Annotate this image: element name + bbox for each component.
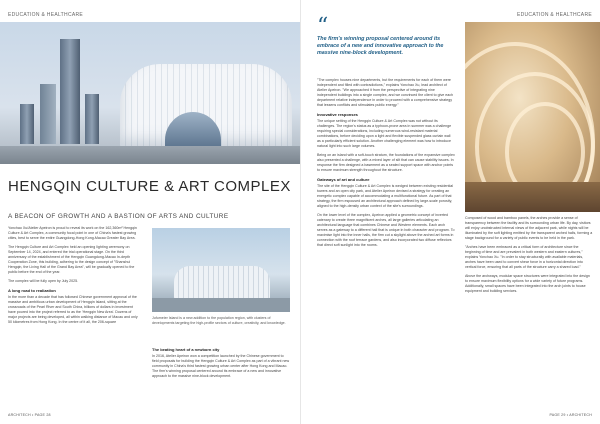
paragraph: Composed of wood and bamboo panels, the arches provide a sense of transparency between the facility and its surrounding urban life. By day, visitors will enjoy unobstructed internal views of the adjacent park, while nights will be illuminated by the soft lighting emitted by the transparent arched halls, forming a stage background for a variety of public events to be held in the park. [465,216,593,240]
ground [0,146,300,164]
page-footer: ARCHITECH • PAGE 28 [8,413,51,417]
paragraph: The complex will be fully open by July 2025. [8,279,79,283]
tower [40,84,56,144]
paragraph: "Arches have been embraced as a critical form of architecture since the beginning of time and are prevalent in both western and eastern cultures," explains Yonchao Xu. "In order to stay structurally with available materials, arches have been used to convert shear force in a horizontal direction into vertical force, ensuring that all parts of the structure carry a shared load." [465,245,584,269]
article-title: HENGQIN CULTURE & ART COMPLEX [8,178,291,195]
text-column [8,226,140,329]
paragraph: Being on an island with a soft-touch stratum, the foundations of the expansive complex also presented a challenge, with a mixed layer of silt that can cause stability issues. In response the firm designed a basement as a sealed support space with anchor points to ensure maximum strength throughout the structure. [317,153,455,172]
ground [152,298,290,312]
photo-caption: Jufumeier Island is a new addition to the population region, with clusters of developments targeting the high-profile sectors of culture, creativity, and knowledge. [152,316,286,325]
paragraph: On the lower level of the complex, Apeiron applied a geometric concept of inverted catenary to create three magnificent arches, all large galleries articulating an architectural language that combines Chinese and Western elements. Each arch serves as a gateway to a different hall that is unique in both character and program. To maximise light into the inner halls, the firm cut a skylight above the arched art forms in connection with the roof terrace gardens, and also incorporated two diffuse reflectors that direct soft sunlight into the rooms. [317,213,455,247]
paragraph: Above the archways, modular space structures were integrated into the design to ensure maximum flexibility options for a wide variety of future programs. Additionally, small spaces have been integrated into the arch joints to house equipment and building services. [465,274,590,293]
text-column [317,78,455,252]
paragraph: Yonchao Xu/Atelier Apeiron is proud to reveal its work on the 162,360m² Hengqin Culture & Art Complex, a community focal point in one of China's fastest growing cities, best to serve the entire Guangdong-Hong Kong-Macao Greater Bay Area. [8,226,137,240]
paragraph: In the more than a decade that has followed Chinese government approval of the massive and ambitious urban development of Hengqin Island, sitting at the crossroads of the Pearl River and South China, billions of dollars in investment have poured into the project referred to as the 'Hengqin New Area'. Dozens of major projects are being developed, all within walking distance of Macau and only 50 kilometres from Hong Kong. In the centre of it all, the 206-square [8,295,138,324]
paragraph: "The complex houses nine departments, but the requirements for each of them were independent and filled with contradictions," explains Yonchao Xu, lead architect of Atelier Apeiron. "We approached it from the perspective of integrating nine independent buildings into a single complex, and we convinced the client to give each department relative independence in order to proceed with a comprehensive strategy that lessens conflicts and stimulates public energy." [317,78,454,107]
complex-building [174,266,270,300]
pull-quote: The firm's winning proposal centered around its embrace of a new and innovative approach to the massive nine-block development. [317,36,444,56]
section-heading: Gateways of art and culture [317,177,370,182]
quote-icon: “ [317,14,329,39]
floor [465,182,600,212]
paragraph: The site of the Hengqin Culture & Art Complex is wedged between existing residential towers and an open city park, and Atelier Apeiron devised a strategy for creating an energetic complex capable of accommodating a multifunctional future. As part of that strategy, the firm espoused an architectural approach defined by large-scale porosity, aligned to the high-density urban context of the site's surroundings. [317,184,454,208]
text-column [152,344,290,383]
hero-photo [0,22,300,164]
section-heading: A long road to realization [8,288,56,293]
tower [85,94,99,144]
interior-photo [465,22,600,212]
paragraph: The Hengqin Culture and Art Complex held an opening lighting ceremony on September 14, 2024, and entered the trial operational stage. On the third anniversary of the establishment of the Hengqin Guangdong-Macao In-depth Cooperation Zone, this building, adhering to the design concept of "Shanshui Hengqin, the Living Hall of the Grand Bay Area", will be gradually opened to the public before the end of the year. [8,245,135,274]
paragraph: In 2016, Atelier Apeiron won a competition launched by the Chinese government to field proposals for building the Hengqin Culture & Art Complex as part of a vibrant new community in China's third fastest growing urban center after Hong Kong and Macao. The firm's winning proposal centered around its embrace of a new and innovative approach to the massive nine-block development. [152,354,290,378]
section-tag: EDUCATION & HEALTHCARE [8,12,84,18]
article-subtitle: A BEACON OF GROWTH AND A BASTION OF ARTS AND CULTURE [8,213,229,220]
section-heading: The beating heart of a newborn city [152,347,220,352]
paragraph: The unique setting of the Hengqin Culture & Art Complex was not without its challenges. The region's status as a typhoon-prone area in summer was a challenge requiring special considerations, including numerous wind-resistant material combinations, before deciding upon a light and flexible suspended glass curtain wall as a particularly efficient solution. Another challenging element was how to introduce natural light into such large volumes. [317,119,452,148]
right-page [300,0,600,424]
section-heading: Innovative responses [317,112,358,117]
text-column [465,216,593,298]
page-footer: PAGE 29 • ARCHITECH [549,413,592,417]
tower [20,104,34,144]
secondary-photo [152,228,290,312]
section-tag: EDUCATION & HEALTHCARE [516,12,592,18]
tower [60,39,80,144]
